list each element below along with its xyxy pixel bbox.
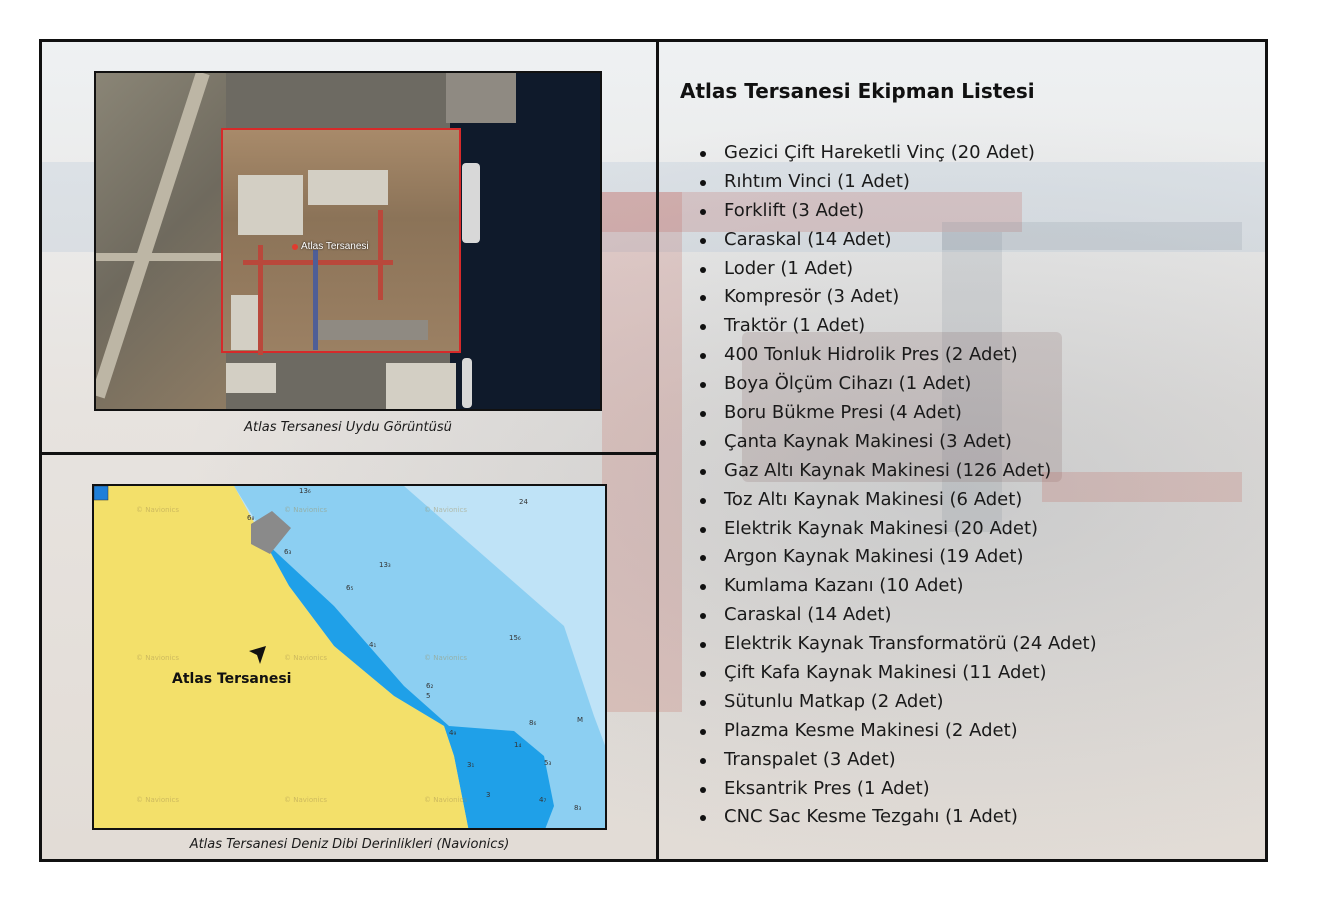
- list-item: 400 Tonluk Hidrolik Pres (2 Adet): [724, 341, 1097, 370]
- shipyard-crane: [313, 250, 318, 350]
- divider-horizontal: [42, 452, 659, 455]
- depth-sounding: 3: [486, 791, 491, 799]
- chart-watermark: © Navionics: [424, 654, 467, 662]
- list-item: Plazma Kesme Makinesi (2 Adet): [724, 717, 1097, 746]
- workshop-roof: [231, 295, 261, 350]
- list-item: Boru Bükme Presi (4 Adet): [724, 399, 1097, 428]
- depth-sounding: 15₆: [509, 634, 521, 642]
- satellite-caption: Atlas Tersanesi Uydu Görüntüsü: [244, 420, 452, 435]
- depth-sounding: 6₅: [346, 584, 354, 592]
- list-item: Loder (1 Adet): [724, 255, 1097, 284]
- equipment-panel: [659, 42, 1265, 859]
- docked-ship: [462, 163, 480, 243]
- chart-watermark: © Navionics: [424, 796, 467, 804]
- list-item: Toz Altı Kaynak Makinesi (6 Adet): [724, 486, 1097, 515]
- list-item: Traktör (1 Adet): [724, 312, 1097, 341]
- list-item: Forklift (3 Adet): [724, 197, 1097, 226]
- depth-sounding: 4₁: [369, 641, 377, 649]
- list-item: Sütunlu Matkap (2 Adet): [724, 688, 1097, 717]
- chart-watermark: © Navionics: [284, 654, 327, 662]
- chart-watermark: © Navionics: [136, 506, 179, 514]
- chart-watermark: © Navionics: [136, 796, 179, 804]
- depth-sounding: 3₁: [467, 761, 475, 769]
- list-item: Çift Kafa Kaynak Makinesi (11 Adet): [724, 659, 1097, 688]
- list-item: CNC Sac Kesme Tezgahı (1 Adet): [724, 803, 1097, 832]
- equipment-list: [680, 139, 1097, 832]
- warehouse-roof: [226, 363, 276, 393]
- depth-sounding: 1₄: [514, 741, 522, 749]
- list-item: Boya Ölçüm Cihazı (1 Adet): [724, 370, 1097, 399]
- document-frame: [39, 39, 1268, 862]
- list-item: Elektrik Kaynak Transformatörü (24 Adet): [724, 630, 1097, 659]
- chart-watermark: © Navionics: [284, 506, 327, 514]
- nautical-chart: [92, 484, 607, 830]
- depth-sounding: 8₃: [574, 804, 582, 812]
- list-item: Gaz Altı Kaynak Makinesi (126 Adet): [724, 457, 1097, 486]
- list-item: Eksantrik Pres (1 Adet): [724, 775, 1097, 804]
- location-pin-icon: [292, 244, 298, 250]
- depth-sounding: 6₈: [247, 514, 255, 522]
- depth-sounding: 6₂: [426, 682, 434, 690]
- nautical-chart-caption: Atlas Tersanesi Deniz Dibi Derinlikleri (Navionics): [189, 837, 510, 852]
- warehouse-roof: [386, 363, 456, 411]
- pier-top: [446, 73, 516, 123]
- depth-sounding: 4₇: [539, 796, 547, 804]
- list-item: Gezici Çift Hareketli Vinç (20 Adet): [724, 139, 1097, 168]
- list-item: Argon Kaynak Makinesi (19 Adet): [724, 543, 1097, 572]
- chart-watermark: © Navionics: [424, 506, 467, 514]
- docked-ship: [462, 358, 472, 408]
- road: [96, 253, 221, 261]
- satellite-image: [94, 71, 602, 411]
- list-item: Kumlama Kazanı (10 Adet): [724, 572, 1097, 601]
- list-item: Caraskal (14 Adet): [724, 601, 1097, 630]
- depth-sounding: 13₆: [299, 487, 311, 495]
- list-item: Çanta Kaynak Makinesi (3 Adet): [724, 428, 1097, 457]
- dock-slab: [318, 320, 428, 340]
- depth-sounding: 6₃: [284, 548, 292, 556]
- list-item: Caraskal (14 Adet): [724, 226, 1097, 255]
- satellite-map-label: Atlas Tersanesi: [301, 241, 369, 252]
- depth-sounding: 5: [426, 692, 431, 700]
- equipment-list-title: Atlas Tersanesi Ekipman Listesi: [680, 79, 1035, 103]
- list-item: Transpalet (3 Adet): [724, 746, 1097, 775]
- shipyard-crane: [243, 260, 393, 265]
- depth-sounding: 8₆: [529, 719, 537, 727]
- workshop-roof: [308, 170, 388, 205]
- shipyard-crane: [378, 210, 383, 300]
- marker-box: [94, 486, 108, 500]
- depth-sounding: 24: [519, 498, 528, 506]
- depth-sounding: 4₉: [449, 729, 457, 737]
- depth-sounding: 5₃: [544, 759, 552, 767]
- shipyard-crane: [258, 245, 263, 355]
- depth-sounding: 13₃: [379, 561, 391, 569]
- depth-sounding: M: [577, 716, 584, 724]
- chart-watermark: © Navionics: [136, 654, 179, 662]
- chart-watermark: © Navionics: [284, 796, 327, 804]
- list-item: Elektrik Kaynak Makinesi (20 Adet): [724, 515, 1097, 544]
- shipyard-location-label: Atlas Tersanesi: [172, 671, 292, 687]
- list-item: Rıhtım Vinci (1 Adet): [724, 168, 1097, 197]
- list-item: Kompresör (3 Adet): [724, 283, 1097, 312]
- workshop-roof: [238, 175, 303, 235]
